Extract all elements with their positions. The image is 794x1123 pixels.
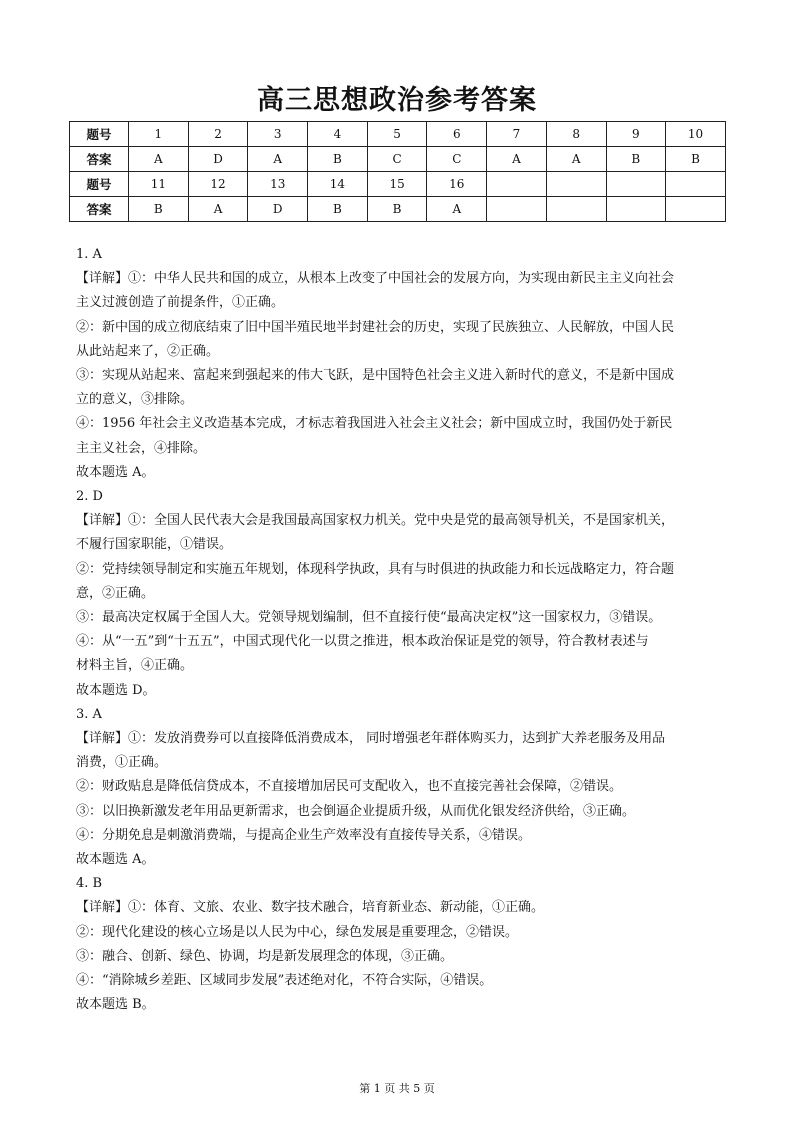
answer-table-cell: B: [129, 197, 189, 222]
explanation-line: 故本题选 B。: [76, 997, 155, 1013]
explanation-line: ③：实现从站起来、富起来到强起来的伟大飞跃，是中国特色社会主义进入新时代的意义，不是新中国成: [76, 368, 675, 384]
answer-table-cell: A: [427, 197, 487, 222]
answer-table-cell: 3: [248, 122, 308, 147]
explanation-line: 故本题选 A。: [76, 852, 155, 868]
explanation-line: 【详解】①：发放消费券可以直接降低消费成本， 同时增强老年群体购买力，达到扩大养老服务及用品: [76, 731, 666, 747]
answer-table-row: [70, 172, 726, 197]
explanation-line: 故本题选 A。: [76, 464, 155, 480]
answer-table-cell: [546, 197, 606, 222]
explanation-line: ④：分期免息是刺激消费端，与提高企业生产效率没有直接传导关系，④错误。: [76, 827, 532, 843]
explanation-line: 立的意义，③排除。: [76, 392, 194, 408]
explanation-line: ②：现代化建设的核心立场是以人民为中心，绿色发展是重要理念，②错误。: [76, 924, 519, 940]
explanation-line: 主义过渡创造了前提条件，①正确。: [76, 295, 285, 311]
explanation-line: 从此站起来了，②正确。: [76, 343, 220, 359]
answer-table-cell: [487, 172, 547, 197]
answer-table-cell: 11: [129, 172, 189, 197]
explanation-line: ③：最高决定权属于全国人大。党领导规划编制，但不直接行使“最高决定权”这一国家权力，③错误。: [76, 610, 662, 626]
answer-table-cell: 16: [427, 172, 487, 197]
question-number: 1. A: [76, 247, 102, 262]
answer-table-row: [70, 197, 726, 222]
answer-table-cell: 6: [427, 122, 487, 147]
explanation-line: 【详解】①：体育、文旅、农业、数字技术融合，培育新业态、新动能，①正确。: [76, 900, 545, 916]
explanation-line: ③：以旧换新激发老年用品更新需求，也会倒逼企业提质升级，从而优化银发经济供给，③正确。: [76, 803, 636, 819]
explanation-line: ④：1956 年社会主义改造基本完成，才标志着我国进入社会主义社会；新中国成立时，我国仍处于新民: [76, 416, 673, 432]
answer-table-cell: [666, 172, 726, 197]
explanation-line: ④：从“一五”到“十五五”，中国式现代化一以贯之推进，根本政治保证是党的领导，符合教材表述与: [76, 634, 649, 650]
answer-table-cell: 2: [188, 122, 248, 147]
answer-table-cell: B: [308, 147, 368, 172]
page-footer: 第 1 页 共 5 页: [359, 1082, 435, 1095]
answer-table-cell: 7: [487, 122, 547, 147]
answer-table-cell: D: [188, 147, 248, 172]
answer-table-cell: B: [367, 197, 427, 222]
answer-table-row: [70, 147, 726, 172]
answer-table-cell: 13: [248, 172, 308, 197]
explanation-line: 故本题选 D。: [76, 682, 156, 698]
answer-table: [69, 121, 726, 222]
question-number: 4. B: [76, 876, 103, 892]
answer-table-cell: B: [666, 147, 726, 172]
explanation-line: 消费，①正确。: [76, 755, 168, 771]
answer-table-cell: [606, 172, 666, 197]
answer-table-cell: 10: [666, 122, 726, 147]
answer-table-cell: [546, 172, 606, 197]
answer-table-cell: A: [487, 147, 547, 172]
explanation-line: ③：融合、创新、绿色、协调，均是新发展理念的体现，③正确。: [76, 948, 454, 964]
answer-table-row-label: 答案: [70, 147, 129, 172]
explanation-line: 不履行国家职能，①错误。: [76, 537, 233, 553]
explanation-line: 意，②正确。: [76, 585, 155, 601]
answer-table-cell: 5: [367, 122, 427, 147]
answer-table-cell: 4: [308, 122, 368, 147]
answer-table-row: [70, 122, 726, 147]
explanation-line: ②：财政贴息是降低信贷成本，不直接增加居民可支配收入，也不直接完善社会保障，②错误。: [76, 779, 623, 795]
question-number: 3. A: [76, 706, 102, 722]
answer-table-cell: 14: [308, 172, 368, 197]
answer-table-cell: B: [606, 147, 666, 172]
answer-table-cell: A: [546, 147, 606, 172]
answer-table-cell: 1: [129, 122, 189, 147]
answer-table-cell: [666, 197, 726, 222]
answer-table-cell: 9: [606, 122, 666, 147]
answer-table-cell: 15: [367, 172, 427, 197]
answer-table-cell: A: [248, 147, 308, 172]
answer-table-cell: B: [308, 197, 368, 222]
explanation-line: 材料主旨，④正确。: [76, 658, 194, 674]
answer-table-cell: A: [129, 147, 189, 172]
answer-table-cell: A: [188, 197, 248, 222]
explanation-line: 【详解】①：中华人民共和国的成立，从根本上改变了中国社会的发展方向，为实现由新民主主义向社会: [76, 271, 675, 287]
answer-table-cell: [606, 197, 666, 222]
explanation-line: ②：党持续领导制定和实施五年规划，体现科学执政，具有与时俱进的执政能力和长远战略定力，符合题: [76, 561, 675, 577]
answer-explanations: [76, 243, 726, 1018]
answer-table-row-label: 答案: [70, 197, 129, 222]
explanation-line: ④：“消除城乡差距、区域同步发展”表述绝对化，不符合实际，④错误。: [76, 973, 493, 989]
explanation-line: 【详解】①：全国人民代表大会是我国最高国家权力机关。党中央是党的最高领导机关，不是国家机关，: [76, 513, 675, 529]
answer-table-cell: 8: [546, 122, 606, 147]
answer-table-cell: C: [427, 147, 487, 172]
answer-table-row-label: 题号: [70, 122, 129, 147]
explanation-line: ②：新中国的成立彻底结束了旧中国半殖民地半封建社会的历史，实现了民族独立、人民解放，中国人民: [76, 319, 675, 335]
answer-table-row-label: 题号: [70, 172, 129, 197]
answer-table-cell: D: [248, 197, 308, 222]
answer-table-cell: 12: [188, 172, 248, 197]
answer-table-cell: [487, 197, 547, 222]
page-title: 高三思想政治参考答案: [257, 85, 537, 116]
answer-table-cell: C: [367, 147, 427, 172]
question-number: 2. D: [76, 489, 103, 505]
explanation-line: 主主义社会，④排除。: [76, 440, 207, 456]
